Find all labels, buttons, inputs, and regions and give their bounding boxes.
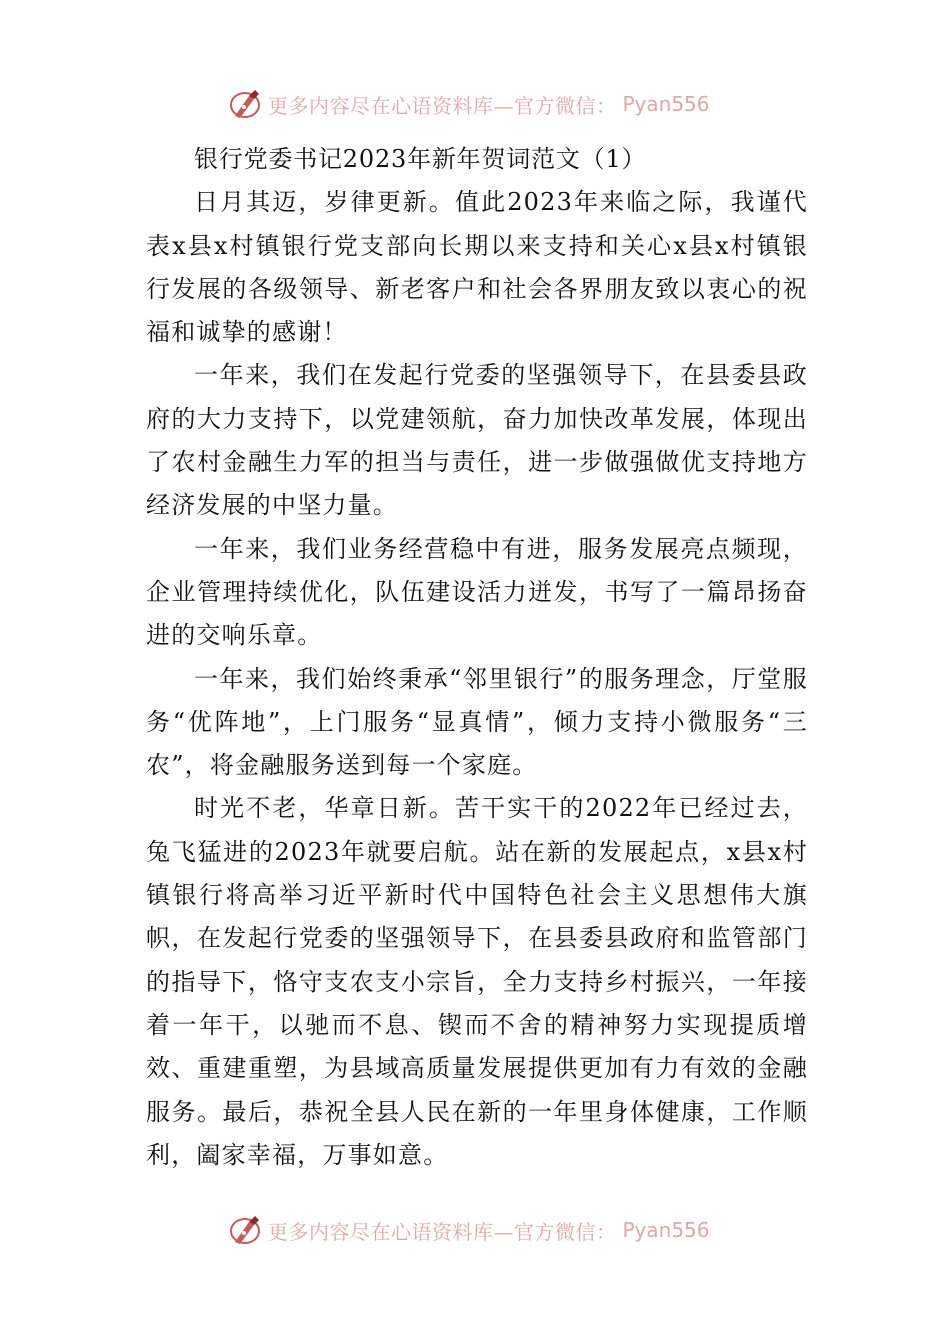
- watermark-wechat-id: Pyan556: [622, 92, 710, 116]
- paragraph: 日月其迈，岁律更新。值此2023年来临之际，我谨代表x县x村镇银行党支部向长期以来支持和关心x县x村镇银行发展的各级领导、新老客户和社会各界朋友致以衷心的祝福和诚挚的感谢！: [146, 188, 808, 347]
- watermark-wechat-id: Pyan556: [622, 1218, 710, 1242]
- watermark-header: [228, 84, 710, 124]
- paragraph: 一年来，我们在发起行党委的坚强领导下，在县委县政府的大力支持下，以党建领航，奋力加快改革发展，体现出了农村金融生力军的担当与责任，进一步做强做优支持地方经济发展的中坚力量。: [146, 361, 808, 520]
- paragraph: 一年来，我们业务经营稳中有进，服务发展亮点频现，企业管理持续优化，队伍建设活力迸发，书写了一篇昂扬奋进的交响乐章。: [146, 534, 808, 650]
- watermark-text: 更多内容尽在心语资料库—官方微信：: [268, 93, 617, 118]
- watermark-text: 更多内容尽在心语资料库—官方微信：: [268, 1219, 617, 1244]
- paragraph: 时光不老，华章日新。苦干实干的2022年已经过去，兔飞猛进的2023年就要启航。站在新的发展起点，x县x村镇银行将高举习近平新时代中国特色社会主义思想伟大旗帜，在发起行党委的坚强领导下，在县委县政府和监管部门的指导下，恪守支农支小宗旨，全力支持乡村振兴，一年接着一年干，以驰而不息、锲而不舍的精神努力实现提质增效、重建重塑，为县域高质量发展提供更加有力有效的金融服务。最后，恭祝全县人民在新的一年里身体健康，工作顺利，阖家幸福，万事如意。: [146, 794, 808, 1169]
- pen-nib-logo-icon: [228, 1213, 262, 1247]
- pen-nib-logo-icon: [228, 87, 262, 121]
- document-title: 银行党委书记2023年新年贺词范文（1）: [194, 145, 647, 173]
- paragraph: 一年来，我们始终秉承“邻里银行”的服务理念，厅堂服务“优阵地”，上门服务“显真情”，倾力支持小微服务“三农”，将金融服务送到每一个家庭。: [146, 664, 808, 780]
- watermark-footer: [228, 1210, 710, 1250]
- document-body: [146, 138, 808, 1177]
